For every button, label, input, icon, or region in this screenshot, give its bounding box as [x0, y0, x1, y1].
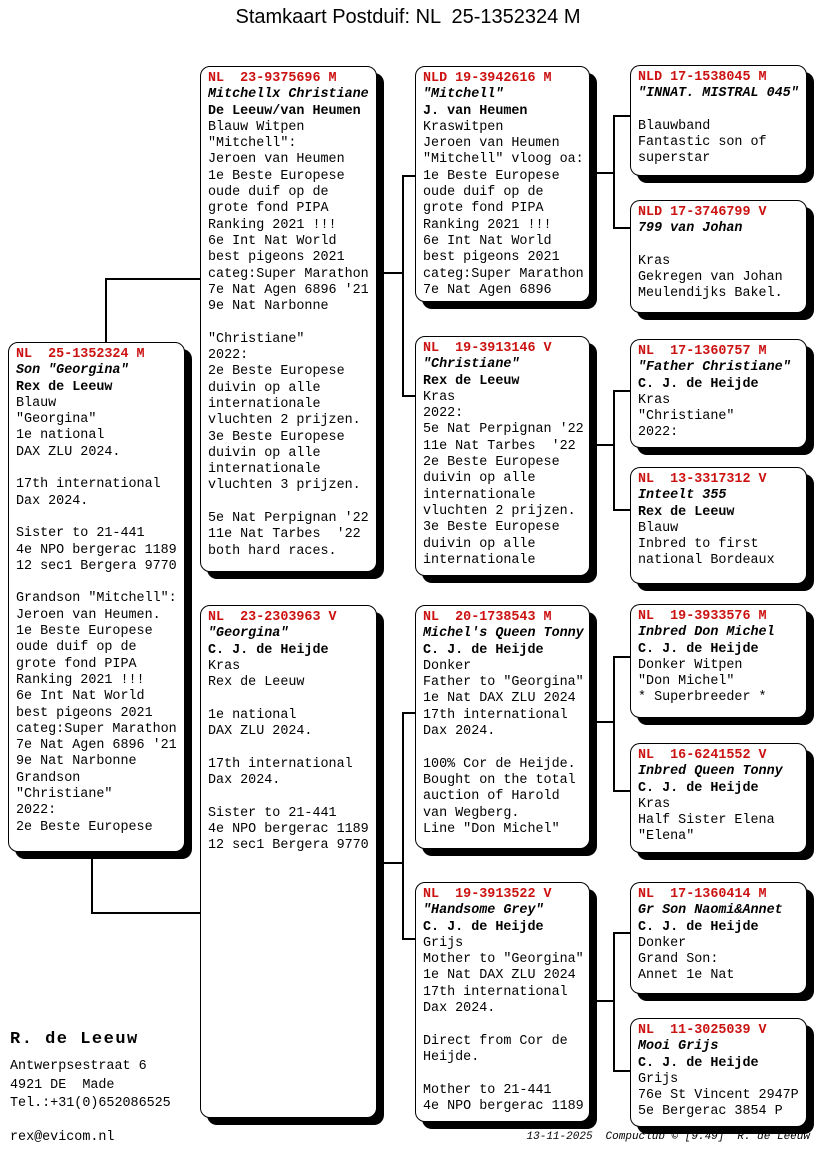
blank-line [638, 238, 799, 254]
pigeon-name: Inbred Don Michel [638, 625, 775, 641]
pedigree-connector [377, 272, 404, 274]
info-line: 1e Beste Europese [423, 168, 560, 184]
info-line: Rex de Leeuw [208, 675, 305, 691]
owner-gap [10, 1114, 171, 1129]
pigeon-name: "INNAT. MISTRAL 045" [638, 86, 799, 102]
owner-block [10, 1030, 171, 1147]
info-line: 12 sec1 Bergera 9770 [208, 838, 369, 854]
info-line: 3e Beste Europese [208, 429, 345, 445]
pedigree-box-ggp2 [630, 200, 807, 313]
info-line: DAX ZLU 2024. [16, 444, 121, 460]
breeder-name: J. van Heumen [423, 103, 528, 119]
info-line: 100% Cor de Heijde. [423, 756, 576, 772]
info-line: Line "Don Michel" [423, 821, 560, 837]
info-line: 2022: [208, 348, 249, 364]
page-title: Stamkaart Postduif: NL 25-1352324 M [235, 6, 581, 28]
info-line: 17th international [423, 707, 568, 723]
info-line: national Bordeaux [638, 553, 775, 569]
pigeon-name: Inbred Queen Tonny [638, 764, 783, 780]
info-line: * Superbreeder * [638, 690, 767, 706]
pedigree-box-ggp8 [630, 1018, 807, 1127]
pigeon-name: Gr Son Naomi&Annet [638, 903, 783, 919]
pedigree-connector [91, 850, 93, 914]
pedigree-connector [590, 1000, 615, 1002]
info-line: 9e Nat Narbonne [208, 299, 329, 315]
ring-number: NLD 17-3746799 V [638, 205, 767, 220]
info-line: 4e NPO bergerac 1189 [208, 821, 369, 837]
breeder-name: C. J. de Heijde [423, 919, 544, 935]
info-line: internationale [423, 487, 536, 503]
info-line: 9e Nat Narbonne [16, 754, 137, 770]
ring-number: NL 19-3933576 M [638, 609, 767, 624]
ring-number: NL 23-9375696 M [208, 71, 337, 86]
info-line: Kras [638, 392, 671, 408]
info-line: Gekregen van Johan [638, 270, 783, 286]
pigeon-name: "Georgina" [208, 626, 289, 642]
pedigree-connector [590, 444, 615, 446]
info-line: grote fond PIPA [423, 201, 544, 217]
ring-number: NLD 17-1538045 M [638, 70, 767, 85]
info-line: 1e Beste Europese [16, 624, 153, 640]
pigeon-name: Michel's Queen Tonny [423, 626, 584, 642]
breeder-name: Rex de Leeuw [423, 373, 520, 389]
owner-address-line: Antwerpsestraat 6 [10, 1059, 147, 1074]
info-line: 6e Int Nat World [208, 233, 337, 249]
info-line: "Mitchell": [208, 136, 297, 152]
blank-line [16, 575, 177, 591]
pedigree-box-ggp3 [630, 339, 807, 448]
info-line: duivin op alle [423, 536, 536, 552]
info-line: Meulendijks Bakel. [638, 286, 783, 302]
ring-number: NL 16-6241552 V [638, 748, 767, 763]
info-line: 5e Nat Perpignan '22 [208, 511, 369, 527]
info-line: Grandson "Mitchell": [16, 591, 177, 607]
breeder-name: C. J. de Heijde [423, 642, 544, 658]
info-line: Grandson [16, 770, 81, 786]
info-line: 5e Nat Perpignan '22 [423, 422, 584, 438]
blank-line [638, 103, 799, 119]
info-line: Kras [638, 253, 671, 269]
breeder-name: C. J. de Heijde [208, 642, 329, 658]
info-line: categ:Super Marathon [423, 266, 584, 282]
info-line: 76e St Vincent 2947P [638, 1088, 799, 1104]
info-line: 2022: [423, 406, 464, 422]
info-line: Dax 2024. [423, 724, 496, 740]
info-line: 1e Nat DAX ZLU 2024 [423, 691, 576, 707]
pedigree-box-ggp6 [630, 743, 807, 853]
info-line: Kraswitpen [423, 119, 504, 135]
info-line: "Don Michel" [638, 674, 735, 690]
pedigree-connector [613, 656, 615, 792]
info-line: internationale [423, 552, 536, 568]
info-line: Dax 2024. [423, 1001, 496, 1017]
info-line: grote fond PIPA [16, 656, 137, 672]
breeder-name: De Leeuw/van Heumen [208, 103, 361, 119]
info-line: 17th international [16, 477, 161, 493]
info-line: Fantastic son of [638, 135, 767, 151]
pedigree-box-ggp5 [630, 604, 807, 718]
info-line: 4e NPO bergerac 1189 [16, 542, 177, 558]
pigeon-name: "Mitchell" [423, 87, 504, 103]
pedigree-connector [590, 172, 615, 174]
info-line: Mother to "Georgina" [423, 952, 584, 968]
info-line: Heijde. [423, 1049, 480, 1065]
info-line: Annet 1e Nat [638, 968, 735, 984]
footer-program: Compuclub © [9.49] [605, 1131, 725, 1143]
info-line: internationale [208, 396, 321, 412]
info-line: Father to "Georgina" [423, 675, 584, 691]
pedigree-connector [402, 712, 404, 940]
info-line: Kras [638, 796, 671, 812]
info-line: "Georgina" [16, 412, 97, 428]
blank-line [208, 691, 369, 707]
pedigree-connector [91, 912, 202, 914]
ring-number: NL 11-3025039 V [638, 1023, 767, 1038]
breeder-name: Rex de Leeuw [16, 379, 113, 395]
info-line: oude duif op de [16, 640, 137, 656]
pedigree-connector [590, 721, 615, 723]
pigeon-name: "Handsome Grey" [423, 903, 544, 919]
ring-number: NL 17-1360757 M [638, 344, 767, 359]
blank-line [423, 740, 582, 756]
ring-number: NL 17-1360414 M [638, 887, 767, 902]
pigeon-name: "Christiane" [423, 357, 520, 373]
info-line: 12 sec1 Bergera 9770 [16, 558, 177, 574]
info-line: 1e Beste Europese [208, 168, 345, 184]
info-line: 1e Nat DAX ZLU 2024 [423, 968, 576, 984]
info-line: Direct from Cor de [423, 1033, 568, 1049]
breeder-name: C. J. de Heijde [638, 641, 759, 657]
breeder-name: C. J. de Heijde [638, 1055, 759, 1071]
blank-line [16, 510, 177, 526]
info-line: "Christiane" [208, 331, 305, 347]
pedigree-connector [613, 932, 615, 1072]
ring-number: NL 19-3913522 V [423, 887, 552, 902]
info-line: Dax 2024. [208, 772, 281, 788]
info-line: Blauw Witpen [208, 119, 305, 135]
pedigree-connector [613, 115, 615, 229]
info-line: vluchten 2 prijzen. [208, 413, 361, 429]
info-line: Dax 2024. [16, 493, 89, 509]
info-line: Mother to 21-441 [423, 1082, 552, 1098]
info-line: categ:Super Marathon [16, 721, 177, 737]
info-line: Donker [423, 658, 472, 674]
info-line: Kras [208, 658, 241, 674]
info-line: oude duif op de [423, 185, 544, 201]
info-line: "Christiane" [16, 787, 113, 803]
owner-name: R. de Leeuw [10, 1030, 139, 1049]
info-line: Blauwband [638, 118, 711, 134]
info-line: oude duif op de [208, 185, 329, 201]
info-line: Sister to 21-441 [16, 526, 145, 542]
pedigree-box-subject [8, 342, 185, 852]
pedigree-connector [105, 278, 107, 344]
info-line: 6e Int Nat World [423, 233, 552, 249]
info-line: 7e Nat Agen 6896 '21 [16, 738, 177, 754]
info-line: Donker Witpen [638, 657, 743, 673]
blank-line [423, 1017, 582, 1033]
info-line: 17th international [208, 756, 353, 772]
breeder-name: C. J. de Heijde [638, 376, 759, 392]
info-line: 2022: [16, 803, 57, 819]
info-line: Half Sister Elena [638, 813, 775, 829]
info-line: Kras [423, 389, 456, 405]
owner-phone: Tel.:+31(0)652086525 [10, 1096, 171, 1111]
info-line: auction of Harold [423, 789, 560, 805]
info-line: 4e NPO bergerac 1189 [423, 1098, 584, 1114]
info-line: 11e Nat Tarbes '22 [423, 438, 576, 454]
owner-address-line: 4921 DE Made [10, 1077, 115, 1093]
info-line: Bought on the total [423, 772, 576, 788]
pedigree-connector [402, 175, 404, 397]
pigeon-name: Mitchellx Christiane [208, 87, 369, 103]
pedigree-box-ggp1 [630, 65, 807, 176]
breeder-name: C. J. de Heijde [638, 780, 759, 796]
info-line: 6e Int Nat World [16, 689, 145, 705]
info-line: 1e national [208, 707, 297, 723]
pigeon-name: Inteelt 355 [638, 488, 727, 504]
info-line: Blauw [638, 520, 679, 536]
pedigree-box-ggp7 [630, 882, 807, 994]
info-line: best pigeons 2021 [208, 250, 345, 266]
footer-date: 13-11-2025 [526, 1131, 593, 1143]
ring-number: NL 25-1352324 M [16, 347, 145, 362]
pedigree-box-father [200, 66, 377, 572]
info-line: DAX ZLU 2024. [208, 724, 313, 740]
pedigree-box-gp3 [415, 605, 590, 849]
info-line: 7e Nat Agen 6896 [423, 282, 552, 298]
pedigree-box-ggp4 [630, 467, 807, 584]
pigeon-name: Son "Georgina" [16, 363, 129, 379]
pedigree-connector [613, 390, 615, 511]
pedigree-box-gp2 [415, 336, 590, 576]
blank-line [208, 740, 369, 756]
info-line: Ranking 2021 !!! [208, 217, 337, 233]
info-line: 7e Nat Agen 6896 '21 [208, 282, 369, 298]
print-footer [527, 1131, 810, 1143]
pigeon-name: 799 van Johan [638, 221, 743, 237]
info-line: best pigeons 2021 [423, 250, 560, 266]
info-line: both hard races. [208, 543, 337, 559]
info-line: superstar [638, 151, 711, 167]
pedigree-box-gp1 [415, 66, 590, 302]
ring-number: NL 20-1738543 M [423, 610, 552, 625]
owner-email: rex@evicom.nl [10, 1129, 115, 1145]
ring-number: NL 23-2303963 V [208, 610, 337, 625]
info-line: Grijs [638, 1071, 679, 1087]
blank-line [208, 789, 369, 805]
info-line: duivin op alle [208, 380, 321, 396]
info-line: categ:Super Marathon [208, 266, 369, 282]
info-line: 3e Beste Europese [423, 520, 560, 536]
footer-user: R. de Leeuw [737, 1131, 810, 1143]
info-line: duivin op alle [208, 445, 321, 461]
info-line: Inbred to first [638, 537, 759, 553]
pedigree-box-gp4 [415, 882, 590, 1122]
info-line: 2e Beste Europese [208, 364, 345, 380]
info-line: vluchten 2 prijzen. [423, 503, 576, 519]
info-line: Grijs [423, 935, 464, 951]
info-line: 2022: [638, 425, 679, 441]
info-line: 2e Beste Europese [423, 455, 560, 471]
info-line: Jeroen van Heumen. [16, 607, 161, 623]
blank-line [208, 315, 369, 331]
info-line: Sister to 21-441 [208, 805, 337, 821]
info-line: 11e Nat Tarbes '22 [208, 527, 361, 543]
pedigree-connector [105, 278, 202, 280]
blank-line [16, 461, 177, 477]
info-line: 2e Beste Europese [16, 819, 153, 835]
info-line: internationale [208, 462, 321, 478]
ring-number: NL 13-3317312 V [638, 472, 767, 487]
info-line: best pigeons 2021 [16, 705, 153, 721]
info-line: Jeroen van Heumen [423, 136, 560, 152]
ring-number: NLD 19-3942616 M [423, 71, 552, 86]
info-line: Grand Son: [638, 952, 719, 968]
info-line: grote fond PIPA [208, 201, 329, 217]
info-line: "Christiane" [638, 409, 735, 425]
info-line: Ranking 2021 !!! [423, 217, 552, 233]
info-line: "Elena" [638, 829, 695, 845]
info-line: Jeroen van Heumen [208, 152, 345, 168]
ring-number: NL 19-3913146 V [423, 341, 552, 356]
info-line: 17th international [423, 984, 568, 1000]
info-line: Donker [638, 935, 687, 951]
breeder-name: C. J. de Heijde [638, 919, 759, 935]
pedigree-box-mother [200, 605, 377, 1118]
info-line: Ranking 2021 !!! [16, 672, 145, 688]
pigeon-name: Mooi Grijs [638, 1039, 719, 1055]
pedigree-connector [377, 862, 404, 864]
breeder-name: Rex de Leeuw [638, 504, 735, 520]
info-line: vluchten 3 prijzen. [208, 478, 361, 494]
info-line: Blauw [16, 395, 57, 411]
pigeon-name: "Father Christiane" [638, 360, 791, 376]
info-line: 5e Bergerac 3854 P [638, 1104, 783, 1120]
blank-line [208, 495, 369, 511]
info-line: duivin op alle [423, 471, 536, 487]
info-line: 1e national [16, 428, 105, 444]
info-line: "Mitchell" vloog oa: [423, 152, 584, 168]
blank-line [423, 1066, 582, 1082]
info-line: van Wegberg. [423, 805, 520, 821]
